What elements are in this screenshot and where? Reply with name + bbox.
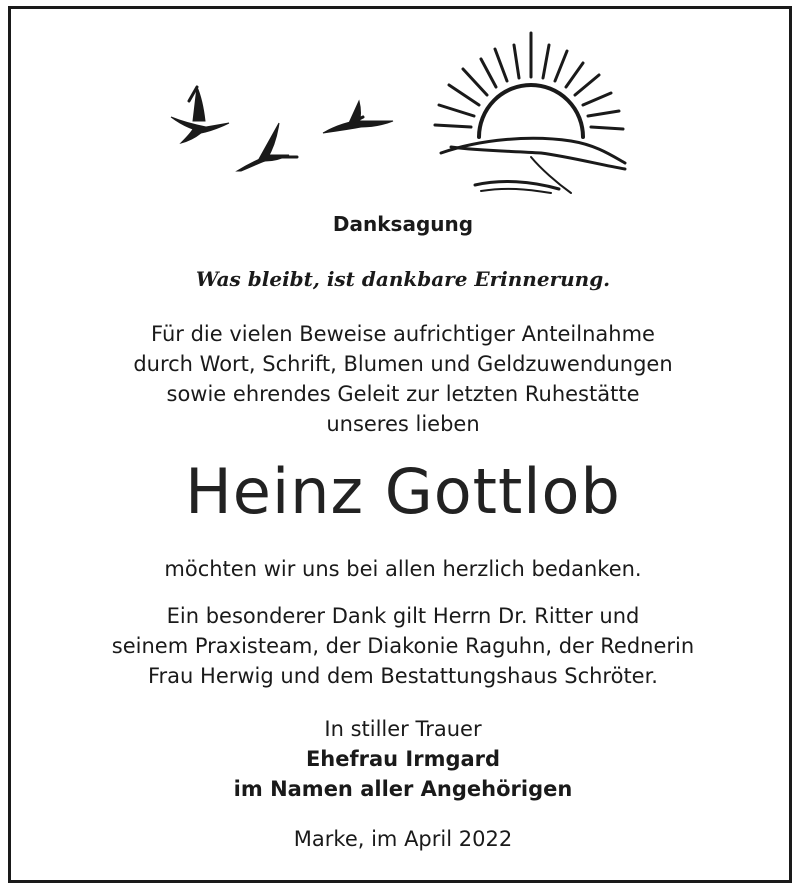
intro-line: durch Wort, Schrift, Blumen und Geldzuwendungen <box>133 352 673 376</box>
intro-line: sowie ehrendes Geleit zur letzten Ruhestätte <box>166 382 640 406</box>
signatory-sub: im Namen aller Angehörigen <box>233 777 573 801</box>
signature-block <box>11 714 795 804</box>
intro-paragraph <box>11 319 795 439</box>
motto: Was bleibt, ist dankbare Erinnerung. <box>195 267 611 291</box>
flying-bird-icon <box>171 87 229 143</box>
intro-line: Für die vielen Beweise aufrichtiger Anteilnahme <box>151 322 655 346</box>
special-thanks-line: seinem Praxisteam, der Diakonie Raguhn, der Rednerin <box>111 634 695 658</box>
intro-line: unseres lieben <box>326 412 480 436</box>
signatory: Ehefrau Irmgard <box>305 747 501 771</box>
special-thanks-paragraph <box>11 601 795 691</box>
special-thanks-line: Ein besonderer Dank gilt Herrn Dr. Ritter und <box>166 604 640 628</box>
place-date: Marke, im April 2022 <box>293 827 513 851</box>
obituary-card <box>8 6 792 883</box>
notice-title: Danksagung <box>332 212 474 236</box>
special-thanks-line: Frau Herwig und dem Bestattungshaus Schröter. <box>148 664 658 688</box>
mourning-line: In stiller Trauer <box>324 717 482 741</box>
thanks-line: möchten wir uns bei allen herzlich bedanken. <box>164 557 642 581</box>
deceased-name: Heinz Gottlob <box>185 455 621 528</box>
header-illustration <box>11 9 795 209</box>
rising-sun-icon <box>435 33 625 193</box>
flying-bird-icon <box>237 123 297 171</box>
flying-bird-icon <box>323 101 393 133</box>
